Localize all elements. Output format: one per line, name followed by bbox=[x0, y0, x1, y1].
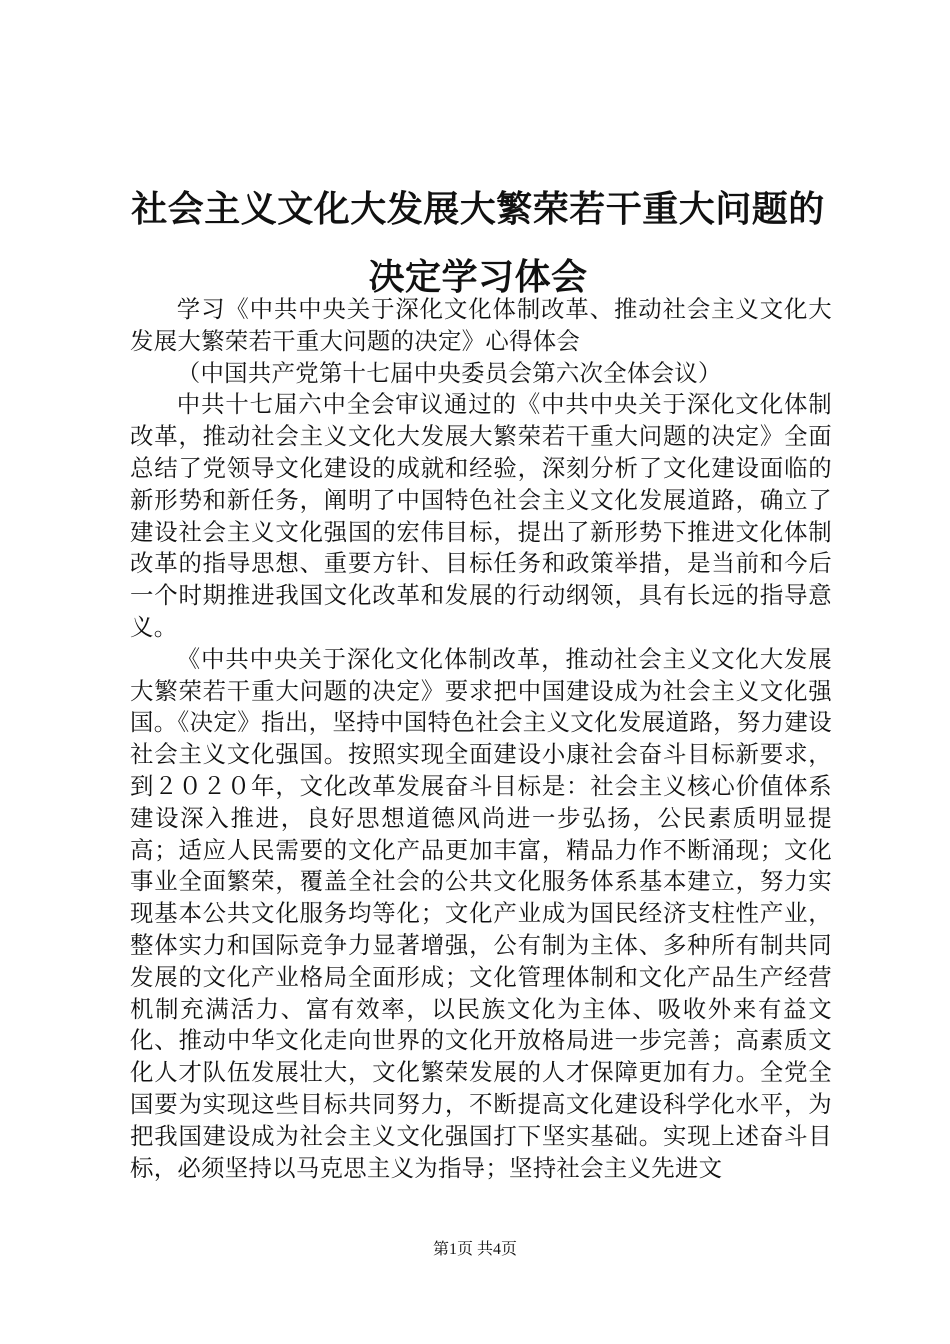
paragraph-subtitle: 学习《中共中央关于深化文化体制改革、推动社会主义文化大发展大繁荣若干重大问题的决定》心得体会 bbox=[130, 295, 832, 355]
page-number: 第1页 共4页 bbox=[432, 1241, 517, 1258]
paragraph-intro: 中共十七届六中全会审议通过的《中共中央关于深化文化体制改革，推动社会主义文化大发展大繁荣若干重大问题的决定》全面总结了党领导文化建设的成就和经验，深刻分析了文化建设面临的新形势和新任务，阐明了中国特色社会主义文化发展道路，确立了建设社会主义文化强国的宏伟目标，提出了新形势下推进文化体制改革的指导思想、重要方针、目标任务和政策举措，是当前和今后一个时期推进我国文化改革和发展的行动纲领，具有长远的指导意义。 bbox=[130, 390, 832, 641]
paragraph-meeting: （中国共产党第十七届中央委员会第六次全体会议） bbox=[176, 358, 722, 387]
paragraph-goals: 《中共中央关于深化文化体制改革，推动社会主义文化大发展大繁荣若干重大问题的决定》要求把中国建设成为社会主义文化强国。《决定》指出，坚持中国特色社会主义文化发展道路，努力建设社会主义文化强国。按照实现全面建设小康社会奋斗目标新要求，到２０２０年，文化改革发展奋斗目标是：社会主义核心价值体系建设深入推进，良好思想道德风尚进一步弘扬，公民素质明显提高；适应人民需要的文化产品更加丰富，精品力作不断涌现；文化事业全面繁荣，覆盖全社会的公共文化服务体系基本建立，努力实现基本公共文化服务均等化；文化产业成为国民经济支柱性产业，整体实力和国际竞争力显著增强，公有制为主体、多种所有制共同发展的文化产业格局全面形成；文化管理体制和文化产品生产经营机制充满活力、富有效率，以民族文化为主体、吸收外来有益文化、推动中华文化走向世界的文化开放格局进一步完善；高素质文化人才队伍发展壮大，文化繁荣发展的人才保障更加有力。全党全国要为实现这些目标共同努力，不断提高文化建设科学化水平，为把我国建设成为社会主义文化强国打下坚实基础。实现上述奋斗目标，必须坚持以马克思主义为指导；坚持社会主义先进文 bbox=[130, 644, 832, 1182]
document-title: 社会主义文化大发展大繁荣若干重大问题的决定学习体会 bbox=[131, 189, 825, 298]
document-body bbox=[130, 294, 832, 1184]
